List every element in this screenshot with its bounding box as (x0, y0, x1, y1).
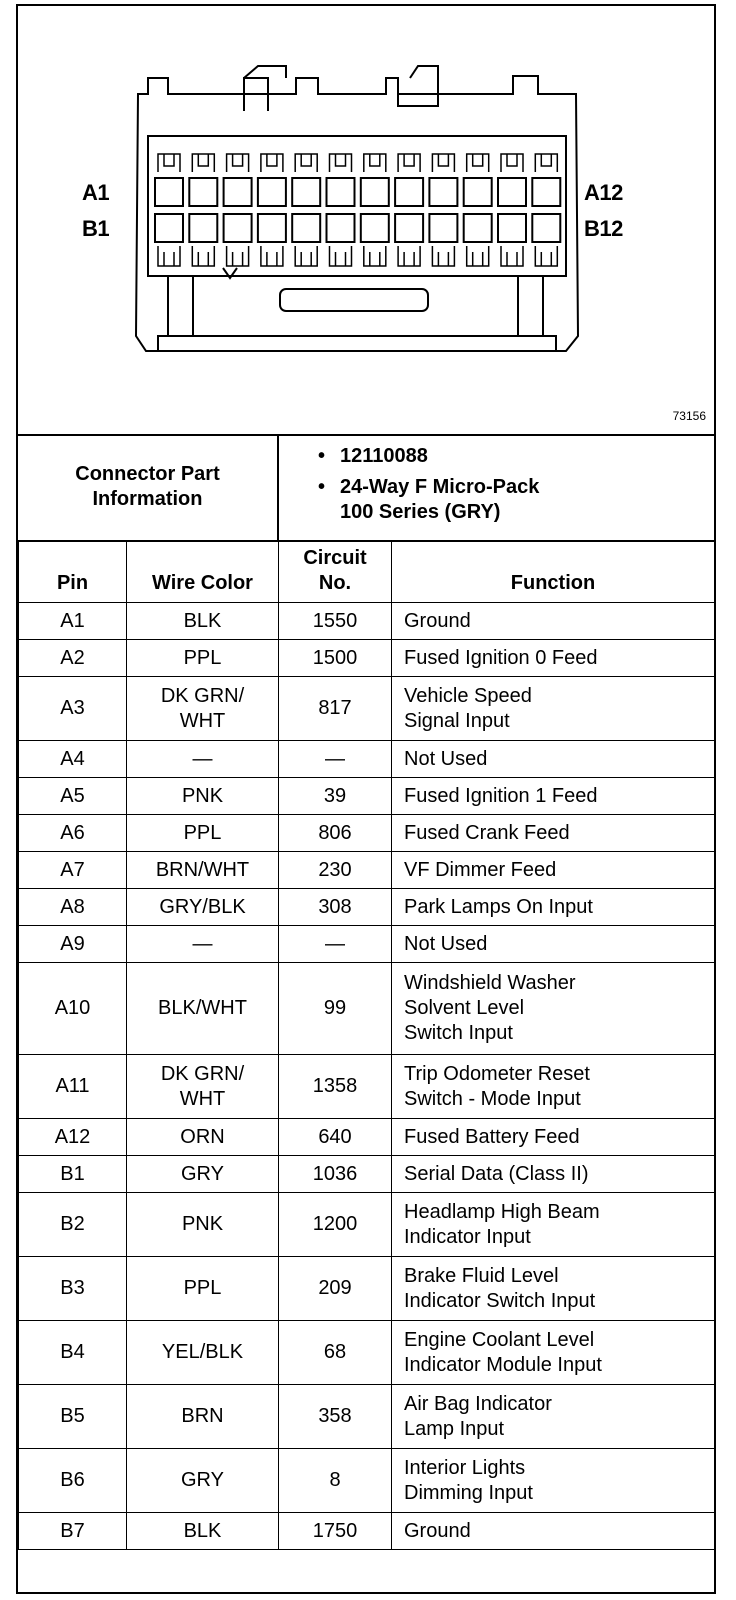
cavity-b (327, 214, 355, 242)
cavity-a (155, 178, 183, 206)
cell-function: Fused Ignition 0 Feed (392, 640, 715, 677)
table-row (19, 1257, 715, 1321)
cell-circuit: 230 (279, 852, 392, 889)
cavity-latch-bottom (501, 246, 523, 266)
cell-pin: A6 (19, 815, 127, 852)
cell-circuit: 308 (279, 889, 392, 926)
cell-circuit: — (279, 741, 392, 778)
cell-function: Vehicle Speed Signal Input (392, 677, 715, 741)
cell-pin: A4 (19, 741, 127, 778)
cell-wire-color: DK GRN/ WHT (127, 1055, 279, 1119)
cell-pin: B4 (19, 1321, 127, 1385)
cell-wire-color: GRY (127, 1449, 279, 1513)
cell-wire-color: PPL (127, 640, 279, 677)
table-row (19, 815, 715, 852)
cavity-a (327, 178, 355, 206)
cell-function: Brake Fluid Level Indicator Switch Input (392, 1257, 715, 1321)
cell-wire-color: PNK (127, 778, 279, 815)
cell-function: Engine Coolant Level Indicator Module Input (392, 1321, 715, 1385)
cavity-latch-top (467, 154, 489, 172)
table-row (19, 741, 715, 778)
table-row (19, 640, 715, 677)
table-row (19, 1321, 715, 1385)
cavity-latch-bottom (398, 246, 420, 266)
cavity-latch-top (364, 154, 386, 172)
cavity-latch-top (192, 154, 214, 172)
table-row (19, 1385, 715, 1449)
table-row (19, 1513, 715, 1550)
table-row (19, 1156, 715, 1193)
header-pin: Pin (19, 541, 127, 603)
table-row (19, 1119, 715, 1156)
cell-pin: A10 (19, 963, 127, 1055)
description-line1: 24-Way F Micro-Pack (340, 476, 540, 498)
cavity-latch-bottom (432, 246, 454, 266)
table-row (19, 926, 715, 963)
cell-wire-color: GRY/BLK (127, 889, 279, 926)
cavity-b (361, 214, 389, 242)
cell-wire-color: BLK (127, 603, 279, 640)
bullet: • (318, 476, 326, 498)
cavity-b (395, 214, 423, 242)
cell-circuit: 1036 (279, 1156, 392, 1193)
cavity-b (464, 214, 492, 242)
cell-wire-color: YEL/BLK (127, 1321, 279, 1385)
cavity-latch-top (261, 154, 283, 172)
cell-wire-color: BRN (127, 1385, 279, 1449)
cell-wire-color: BLK (127, 1513, 279, 1550)
cavity-latch-top (501, 154, 523, 172)
cavity-latch-top (398, 154, 420, 172)
cell-wire-color: BLK/WHT (127, 963, 279, 1055)
cavity-b (258, 214, 286, 242)
cavity-a (464, 178, 492, 206)
cell-circuit: 1358 (279, 1055, 392, 1119)
cell-pin: A2 (19, 640, 127, 677)
cell-pin: B3 (19, 1257, 127, 1321)
cavity-a (498, 178, 526, 206)
cavity-b (292, 214, 320, 242)
cell-wire-color: GRY (127, 1156, 279, 1193)
cell-circuit: 99 (279, 963, 392, 1055)
cell-wire-color: ORN (127, 1119, 279, 1156)
cell-circuit: 68 (279, 1321, 392, 1385)
cavity-latch-top (227, 154, 249, 172)
table-row (19, 852, 715, 889)
cell-pin: A7 (19, 852, 127, 889)
table-row (19, 889, 715, 926)
table-row (19, 963, 715, 1055)
label-b12: B12 (584, 216, 623, 241)
cell-wire-color: — (127, 926, 279, 963)
cell-circuit: 358 (279, 1385, 392, 1449)
cell-circuit: 1200 (279, 1193, 392, 1257)
cavity-latch-bottom (295, 246, 317, 266)
cavity-b (498, 214, 526, 242)
cell-circuit: 817 (279, 677, 392, 741)
cell-circuit: 1750 (279, 1513, 392, 1550)
cell-function: Not Used (392, 926, 715, 963)
table-row (19, 1193, 715, 1257)
table-row (19, 1449, 715, 1513)
table-row (19, 1055, 715, 1119)
cell-circuit: 1550 (279, 603, 392, 640)
cell-function: Park Lamps On Input (392, 889, 715, 926)
cell-pin: B7 (19, 1513, 127, 1550)
table-row (19, 603, 715, 640)
cavity-b (429, 214, 457, 242)
cavity-b (189, 214, 217, 242)
cell-pin: A3 (19, 677, 127, 741)
cell-pin: B1 (19, 1156, 127, 1193)
cell-circuit: 209 (279, 1257, 392, 1321)
connector-info-values (318, 444, 539, 525)
cell-wire-color: DK GRN/ WHT (127, 677, 279, 741)
cell-pin: A8 (19, 889, 127, 926)
cavity-latch-top (158, 154, 180, 172)
cell-function: Ground (392, 603, 715, 640)
cavity-a (361, 178, 389, 206)
cell-function: Serial Data (Class II) (392, 1156, 715, 1193)
cavity-latch-top (295, 154, 317, 172)
cell-pin: A9 (19, 926, 127, 963)
cell-pin: B6 (19, 1449, 127, 1513)
cell-circuit: 8 (279, 1449, 392, 1513)
cell-pin: B2 (19, 1193, 127, 1257)
table-row (19, 778, 715, 815)
table-header-row (19, 541, 715, 603)
cell-circuit: 1500 (279, 640, 392, 677)
cavity-latch-top (330, 154, 352, 172)
cell-function: Headlamp High Beam Indicator Input (392, 1193, 715, 1257)
cavity-a (258, 178, 286, 206)
cell-function: Interior Lights Dimming Input (392, 1449, 715, 1513)
cavity-b (532, 214, 560, 242)
connector-diagram (18, 6, 714, 436)
label-b1: B1 (82, 216, 110, 241)
part-number: 12110088 (340, 445, 428, 467)
cell-circuit: 640 (279, 1119, 392, 1156)
description-line2: 100 Series (GRY) (340, 501, 501, 523)
cavity-a (395, 178, 423, 206)
cell-circuit: 806 (279, 815, 392, 852)
header-circuit: Circuit No. (279, 541, 392, 603)
cavity-b (155, 214, 183, 242)
cavity-latch-bottom (467, 246, 489, 266)
connector-part-info (18, 434, 714, 542)
cell-wire-color: PPL (127, 1257, 279, 1321)
cell-circuit: — (279, 926, 392, 963)
label-a12: A12 (584, 180, 623, 205)
cell-function: Fused Battery Feed (392, 1119, 715, 1156)
cavity-latch-top (432, 154, 454, 172)
connector-info-label: Connector Part Information (75, 463, 220, 510)
cavity-latch-bottom (261, 246, 283, 266)
cavity-latch-bottom (364, 246, 386, 266)
cavity-a (429, 178, 457, 206)
cell-function: Trip Odometer Reset Switch - Mode Input (392, 1055, 715, 1119)
cavity-latch-bottom (535, 246, 557, 266)
header-wire-color: Wire Color (127, 541, 279, 603)
cell-function: Fused Ignition 1 Feed (392, 778, 715, 815)
cavity-a (224, 178, 252, 206)
cell-function: Not Used (392, 741, 715, 778)
cavity-latch-bottom (227, 246, 249, 266)
cell-wire-color: BRN/WHT (127, 852, 279, 889)
cavity-latch-bottom (192, 246, 214, 266)
connector-sheet (16, 4, 716, 1594)
table-row (19, 677, 715, 741)
cell-function: Windshield Washer Solvent Level Switch Input (392, 963, 715, 1055)
cell-wire-color: PPL (127, 815, 279, 852)
cell-pin: A11 (19, 1055, 127, 1119)
cell-wire-color: PNK (127, 1193, 279, 1257)
cavity-a (189, 178, 217, 206)
figure-number: 73156 (672, 409, 706, 423)
cavity-a (292, 178, 320, 206)
cell-function: Ground (392, 1513, 715, 1550)
cavity-latch-bottom (158, 246, 180, 266)
cell-pin: A5 (19, 778, 127, 815)
cell-pin: A1 (19, 603, 127, 640)
header-function: Function (392, 541, 715, 603)
pinout-table (18, 540, 715, 1550)
cell-circuit: 39 (279, 778, 392, 815)
cell-pin: B5 (19, 1385, 127, 1449)
connector-info-label-cell (18, 434, 279, 540)
cavity-a (532, 178, 560, 206)
cell-wire-color: — (127, 741, 279, 778)
cavity-latch-bottom (330, 246, 352, 266)
cell-function: Fused Crank Feed (392, 815, 715, 852)
cell-function: Air Bag Indicator Lamp Input (392, 1385, 715, 1449)
cell-pin: A12 (19, 1119, 127, 1156)
bullet: • (318, 445, 326, 467)
cavity-b (224, 214, 252, 242)
cavity-latch-top (535, 154, 557, 172)
cell-function: VF Dimmer Feed (392, 852, 715, 889)
label-a1: A1 (82, 180, 110, 205)
